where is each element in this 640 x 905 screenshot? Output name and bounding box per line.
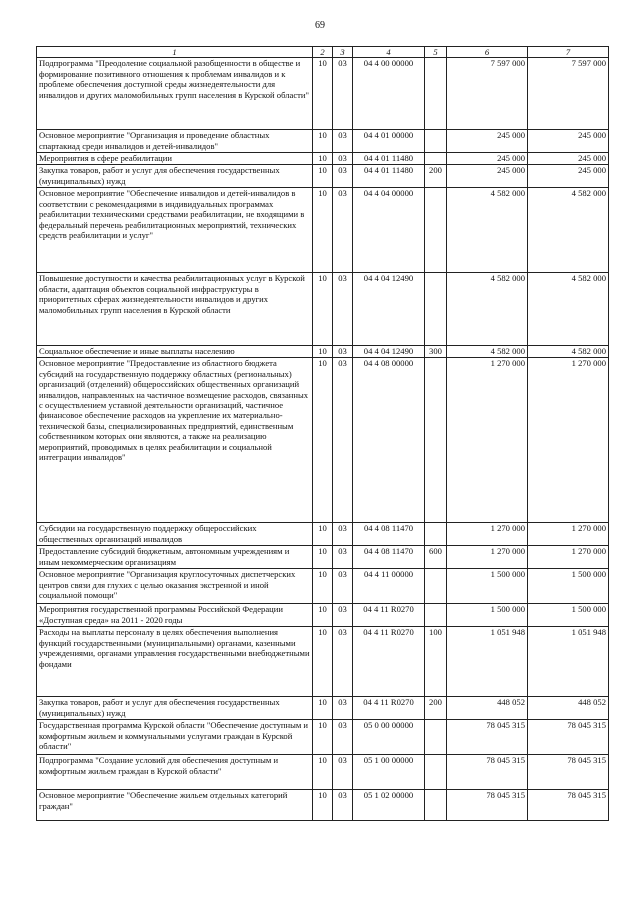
target-article-cell: 04 4 01 00000: [353, 130, 425, 153]
amount-year2-cell: 1 500 000: [528, 604, 609, 627]
amount-year1-cell: 78 045 315: [447, 755, 528, 790]
amount-year1-cell: 7 597 000: [447, 58, 528, 130]
row-name-cell: Основное мероприятие "Обеспечение жильем отдельных категорий граждан": [37, 790, 313, 821]
subsection-code-cell: 03: [333, 273, 353, 346]
amount-year1-cell: 1 051 948: [447, 627, 528, 697]
amount-year2-cell: 78 045 315: [528, 790, 609, 821]
target-article-cell: 04 4 08 00000: [353, 358, 425, 523]
amount-year1-cell: 1 270 000: [447, 358, 528, 523]
subsection-code-cell: 03: [333, 358, 353, 523]
amount-year2-cell: 1 051 948: [528, 627, 609, 697]
subsection-code-cell: 03: [333, 188, 353, 273]
table-row: [37, 165, 609, 188]
expense-type-cell: [425, 755, 447, 790]
table-row: [37, 188, 609, 273]
header-cell-7: 7: [528, 47, 609, 58]
section-code-cell: 10: [313, 273, 333, 346]
subsection-code-cell: 03: [333, 627, 353, 697]
section-code-cell: 10: [313, 188, 333, 273]
expense-type-cell: [425, 58, 447, 130]
header-cell-4: 4: [353, 47, 425, 58]
amount-year1-cell: 4 582 000: [447, 273, 528, 346]
target-article-cell: 05 1 00 00000: [353, 755, 425, 790]
table-row: [37, 346, 609, 358]
section-code-cell: 10: [313, 358, 333, 523]
row-name-cell: Предоставление субсидий бюджетным, автономным учреждениям и иным некоммерческим организациям: [37, 546, 313, 569]
amount-year2-cell: 78 045 315: [528, 720, 609, 755]
table-row: [37, 130, 609, 153]
expense-type-cell: [425, 523, 447, 546]
subsection-code-cell: 03: [333, 755, 353, 790]
row-name-cell: Социальное обеспечение и иные выплаты населению: [37, 346, 313, 358]
section-code-cell: 10: [313, 755, 333, 790]
amount-year2-cell: 245 000: [528, 165, 609, 188]
expense-type-cell: [425, 153, 447, 165]
amount-year1-cell: 4 582 000: [447, 188, 528, 273]
row-name-cell: Государственная программа Курской области "Обеспечение доступным и комфортным жильем и коммунальными услугами граждан в Курской области": [37, 720, 313, 755]
subsection-code-cell: 03: [333, 58, 353, 130]
section-code-cell: 10: [313, 604, 333, 627]
section-code-cell: 10: [313, 165, 333, 188]
section-code-cell: 10: [313, 569, 333, 604]
subsection-code-cell: 03: [333, 523, 353, 546]
row-name-cell: Основное мероприятие "Обеспечение инвалидов и детей-инвалидов в соответствии с рекомендациями в индивидуальных программах реабилитации техническими средствами реабилитации, не входящими в федеральный перечень реабилитационных мероприятий, технических средств реабилитации и услуг": [37, 188, 313, 273]
expense-type-cell: 300: [425, 346, 447, 358]
target-article-cell: 04 4 00 00000: [353, 58, 425, 130]
subsection-code-cell: 03: [333, 790, 353, 821]
table-row: [37, 546, 609, 569]
amount-year2-cell: 1 270 000: [528, 546, 609, 569]
row-name-cell: Подпрограмма "Преодоление социальной разобщенности в обществе и формирование позитивного отношения к проблемам инвалидов и к проблеме обеспечения доступной среды жизнедеятельности для инвалидов и других маломобильных групп населения в Курской области": [37, 58, 313, 130]
row-name-cell: Расходы на выплаты персоналу в целях обеспечения выполнения функций государственными (муниципальными) органами, казенными учреждениями, органами управления государственными внебюджетными фондами: [37, 627, 313, 697]
subsection-code-cell: 03: [333, 569, 353, 604]
target-article-cell: 04 4 04 12490: [353, 273, 425, 346]
header-cell-6: 6: [447, 47, 528, 58]
page-number: 69: [315, 20, 325, 31]
row-name-cell: Субсидии на государственную поддержку общероссийских общественных организаций инвалидов: [37, 523, 313, 546]
table-row: [37, 58, 609, 130]
table-row: [37, 358, 609, 523]
target-article-cell: 04 4 08 11470: [353, 546, 425, 569]
amount-year2-cell: 4 582 000: [528, 188, 609, 273]
subsection-code-cell: 03: [333, 697, 353, 720]
amount-year1-cell: 1 270 000: [447, 523, 528, 546]
row-name-cell: Подпрограмма "Создание условий для обеспечения доступным и комфортным жильем граждан в Курской области": [37, 755, 313, 790]
row-name-cell: Основное мероприятие "Предоставление из областного бюджета субсидий на государственную поддержку областных (региональных) организаций (отделений) общероссийских общественных организаций инвалидов, направленных на частичное возмещение расходов, связанных с осуществлением уставной деятельности организаций, частичное финансовое обеспечение расходов на укрепление их материально-технической базы, специализированных предприятий, единственным собственником которых они являются, а также на реализацию мероприятий, проводимых в целях реабилитации и социальной интеграции инвалидов": [37, 358, 313, 523]
table-row: [37, 755, 609, 790]
expense-type-cell: [425, 569, 447, 604]
table-row: [37, 790, 609, 821]
expense-type-cell: 200: [425, 165, 447, 188]
target-article-cell: 04 4 11 R0270: [353, 604, 425, 627]
target-article-cell: 05 1 02 00000: [353, 790, 425, 821]
expense-type-cell: [425, 604, 447, 627]
row-name-cell: Мероприятия государственной программы Российской Федерации «Доступная среда» на 2011 - 2020 годы: [37, 604, 313, 627]
amount-year2-cell: 1 270 000: [528, 523, 609, 546]
subsection-code-cell: 03: [333, 720, 353, 755]
header-cell-1: 1: [37, 47, 313, 58]
section-code-cell: 10: [313, 346, 333, 358]
expense-type-cell: 200: [425, 697, 447, 720]
expense-type-cell: [425, 358, 447, 523]
table-body: [37, 47, 609, 821]
table-row: [37, 720, 609, 755]
header-cell-2: 2: [313, 47, 333, 58]
header-cell-5: 5: [425, 47, 447, 58]
expense-type-cell: [425, 790, 447, 821]
expense-type-cell: [425, 273, 447, 346]
section-code-cell: 10: [313, 627, 333, 697]
target-article-cell: 04 4 01 11480: [353, 165, 425, 188]
target-article-cell: 04 4 11 00000: [353, 569, 425, 604]
section-code-cell: 10: [313, 790, 333, 821]
amount-year2-cell: 448 052: [528, 697, 609, 720]
budget-table: [36, 46, 609, 821]
expense-type-cell: 100: [425, 627, 447, 697]
amount-year2-cell: 7 597 000: [528, 58, 609, 130]
amount-year1-cell: 245 000: [447, 130, 528, 153]
row-name-cell: Повышение доступности и качества реабилитационных услуг в Курской области, адаптация объектов социальной инфраструктуры в приоритетных сферах жизнедеятельности инвалидов и других маломобильных групп населения в Курской области: [37, 273, 313, 346]
amount-year1-cell: 448 052: [447, 697, 528, 720]
amount-year2-cell: 4 582 000: [528, 346, 609, 358]
row-name-cell: Основное мероприятие "Организация круглосуточных диспетчерских центров связи для глухих с целью оказания экстренной и иной социальной помощи": [37, 569, 313, 604]
table-row: [37, 523, 609, 546]
amount-year1-cell: 1 500 000: [447, 604, 528, 627]
table-row: [37, 153, 609, 165]
target-article-cell: 05 0 00 00000: [353, 720, 425, 755]
row-name-cell: Мероприятия в сфере реабилитации: [37, 153, 313, 165]
header-row: [37, 47, 609, 58]
amount-year2-cell: 245 000: [528, 130, 609, 153]
target-article-cell: 04 4 11 R0270: [353, 627, 425, 697]
expense-type-cell: [425, 130, 447, 153]
target-article-cell: 04 4 04 12490: [353, 346, 425, 358]
section-code-cell: 10: [313, 697, 333, 720]
target-article-cell: 04 4 01 11480: [353, 153, 425, 165]
expense-type-cell: [425, 188, 447, 273]
amount-year2-cell: 245 000: [528, 153, 609, 165]
expense-type-cell: [425, 720, 447, 755]
row-name-cell: Основное мероприятие "Организация и проведение областных спартакиад среди инвалидов и детей-инвалидов": [37, 130, 313, 153]
section-code-cell: 10: [313, 523, 333, 546]
amount-year1-cell: 1 500 000: [447, 569, 528, 604]
subsection-code-cell: 03: [333, 165, 353, 188]
table-row: [37, 273, 609, 346]
section-code-cell: 10: [313, 130, 333, 153]
amount-year2-cell: 1 270 000: [528, 358, 609, 523]
table-row: [37, 604, 609, 627]
row-name-cell: Закупка товаров, работ и услуг для обеспечения государственных (муниципальных) нужд: [37, 697, 313, 720]
section-code-cell: 10: [313, 546, 333, 569]
amount-year2-cell: 4 582 000: [528, 273, 609, 346]
table-row: [37, 569, 609, 604]
target-article-cell: 04 4 11 R0270: [353, 697, 425, 720]
amount-year2-cell: 1 500 000: [528, 569, 609, 604]
amount-year1-cell: 1 270 000: [447, 546, 528, 569]
table-row: [37, 627, 609, 697]
expense-type-cell: 600: [425, 546, 447, 569]
amount-year1-cell: 245 000: [447, 165, 528, 188]
row-name-cell: Закупка товаров, работ и услуг для обеспечения государственных (муниципальных) нужд: [37, 165, 313, 188]
target-article-cell: 04 4 08 11470: [353, 523, 425, 546]
subsection-code-cell: 03: [333, 346, 353, 358]
target-article-cell: 04 4 04 00000: [353, 188, 425, 273]
subsection-code-cell: 03: [333, 604, 353, 627]
table-row: [37, 697, 609, 720]
amount-year1-cell: 78 045 315: [447, 790, 528, 821]
section-code-cell: 10: [313, 153, 333, 165]
amount-year2-cell: 78 045 315: [528, 755, 609, 790]
subsection-code-cell: 03: [333, 130, 353, 153]
amount-year1-cell: 245 000: [447, 153, 528, 165]
amount-year1-cell: 78 045 315: [447, 720, 528, 755]
amount-year1-cell: 4 582 000: [447, 346, 528, 358]
subsection-code-cell: 03: [333, 546, 353, 569]
subsection-code-cell: 03: [333, 153, 353, 165]
section-code-cell: 10: [313, 720, 333, 755]
section-code-cell: 10: [313, 58, 333, 130]
header-cell-3: 3: [333, 47, 353, 58]
